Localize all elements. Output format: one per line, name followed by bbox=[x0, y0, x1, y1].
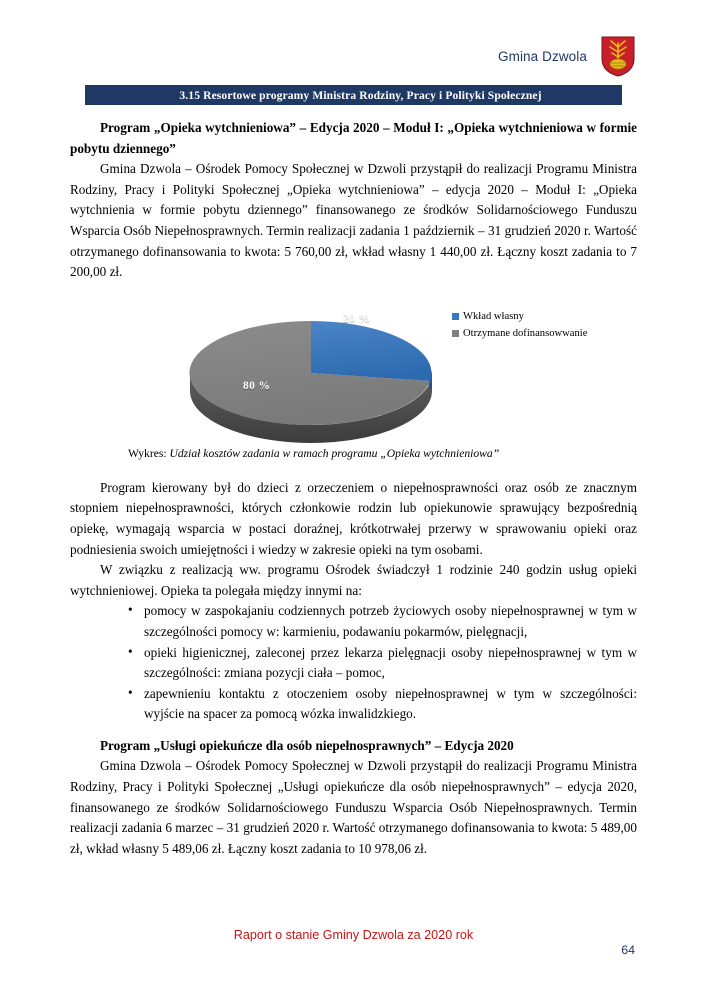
legend-item bbox=[452, 328, 587, 339]
chart-legend bbox=[452, 311, 587, 339]
legend-swatch-icon bbox=[452, 313, 459, 320]
legend-label: Otrzymane dofinansowwanie bbox=[463, 327, 588, 339]
program-paragraph-3: W związku z realizacją ww. programu Ośrodek świadczył 1 rodzinie 240 godzin usług opieki wytchnieniowej. Opieka ta polegała między innymi na: bbox=[70, 562, 637, 598]
program-paragraph-2: Program kierowany był do dzieci z orzeczeniem o niepełnosprawności oraz osób ze znacznym stopniem niepełnosprawności, których członkowie rodzin lub opiekunowie sprawujący bezpośrednią opiekę, wymagają wsparcia w postaci doraźnej, krótkotrwałej przerwy w sprawowaniu opieki oraz podniesienia swoich umiejętności i wiedzy w zakresie opieki na tym osobami. bbox=[70, 479, 637, 557]
program-heading-1: Program „Opieka wytchnieniowa” – Edycja 2020 – Moduł I: „Opieka wytchnieniowa w formie pobytu dziennego” bbox=[70, 120, 637, 156]
footer-note: Raport o stanie Gminy Dzwola za 2020 rok bbox=[233, 928, 474, 942]
program-paragraph-4: Gmina Dzwola – Ośrodek Pomocy Społecznej w Dzwoli przystąpił do realizacji Programu Ministra Rodziny, Pracy i Polityki Społecznej „Usługi opiekuńcze dla osób niepełnosprawnych” – edycja 2020, finansowanego ze środków Solidarnościowego Funduszu Wsparcia Osób Niepełnosprawnych. Termin realizacji zadania 6 marzec – 31 grudzień 2020 r. Wartość otrzymanego dofinansowania to kwota: 5 489,00 zł, wkład własny 5 489,06 zł. Łączny koszt zadania to 10 978,06 zł. bbox=[70, 758, 637, 856]
list-item: • pomocy w zaspokajaniu codziennych potrzeb życiowych osoby niepełnosprawnej w tym w szczególności pomocy w: karmieniu, podawaniu pokarmów, pielęgnacji, bbox=[126, 601, 637, 642]
services-list bbox=[70, 601, 637, 725]
section-title-bar bbox=[85, 85, 622, 105]
section-title-text: 3.15 Resortowe programy Ministra Rodziny, Pracy i Polityki Społecznej bbox=[179, 88, 542, 102]
chart-caption-italic: Udział kosztów zadania w ramach programu „Opieka wytchnieniowa” bbox=[169, 446, 500, 460]
pie-chart bbox=[70, 293, 637, 445]
program-paragraph-1: Gmina Dzwola – Ośrodek Pomocy Społecznej w Dzwoli przystąpił do realizacji Programu Ministra Rodziny, Pracy i Polityki Społecznej „Opieka wytchnieniowa” – edycja 2020 – Moduł I: „Opieka wytchnienia w formie pobytu dziennego” finansowanego ze środków Solidarnościowego Funduszu Wsparcia Osób Niepełnosprawnych. Termin realizacji zadania 1 październik – 31 grudzień 2020 r. Wartość otrzymanego dofinansowania to kwota: 5 760,00 zł, wkład własny 1 440,00 zł. Łączny koszt zadania to 7 200,00 zł. bbox=[70, 161, 637, 280]
pie-chart-svg bbox=[185, 295, 437, 443]
page-number: 64 bbox=[621, 943, 635, 957]
page-header bbox=[498, 36, 635, 77]
pie-chart-graphic bbox=[185, 295, 437, 443]
list-item: • zapewnieniu kontaktu z otoczeniem osoby niepełnosprawnej w tym w szczególności: wyjście na spacer za pomocą wózka inwalidzkiego. bbox=[126, 684, 637, 725]
chart-caption-prefix: Wykres: bbox=[128, 446, 170, 460]
organization-title: Gmina Dzwola bbox=[498, 49, 587, 64]
program-heading-2: Program „Usługi opiekuńcze dla osób niepełnosprawnych” – Edycja 2020 bbox=[100, 737, 514, 753]
coat-of-arms-icon bbox=[601, 36, 635, 77]
pie-slice-label-blue: 20 % bbox=[343, 312, 371, 325]
chart-caption bbox=[70, 445, 637, 463]
page-content bbox=[70, 118, 637, 859]
pie-slice-label-gray: 80 % bbox=[243, 379, 271, 392]
legend-label: Wkład własny bbox=[463, 310, 524, 322]
legend-swatch-icon bbox=[452, 330, 459, 337]
legend-item bbox=[452, 311, 587, 322]
list-item: • opieki higienicznej, zaleconej przez lekarza pielęgnacji osoby niepełnosprawnej w tym w szczególności: zmiana pozycji ciała – pomoc, bbox=[126, 643, 637, 684]
